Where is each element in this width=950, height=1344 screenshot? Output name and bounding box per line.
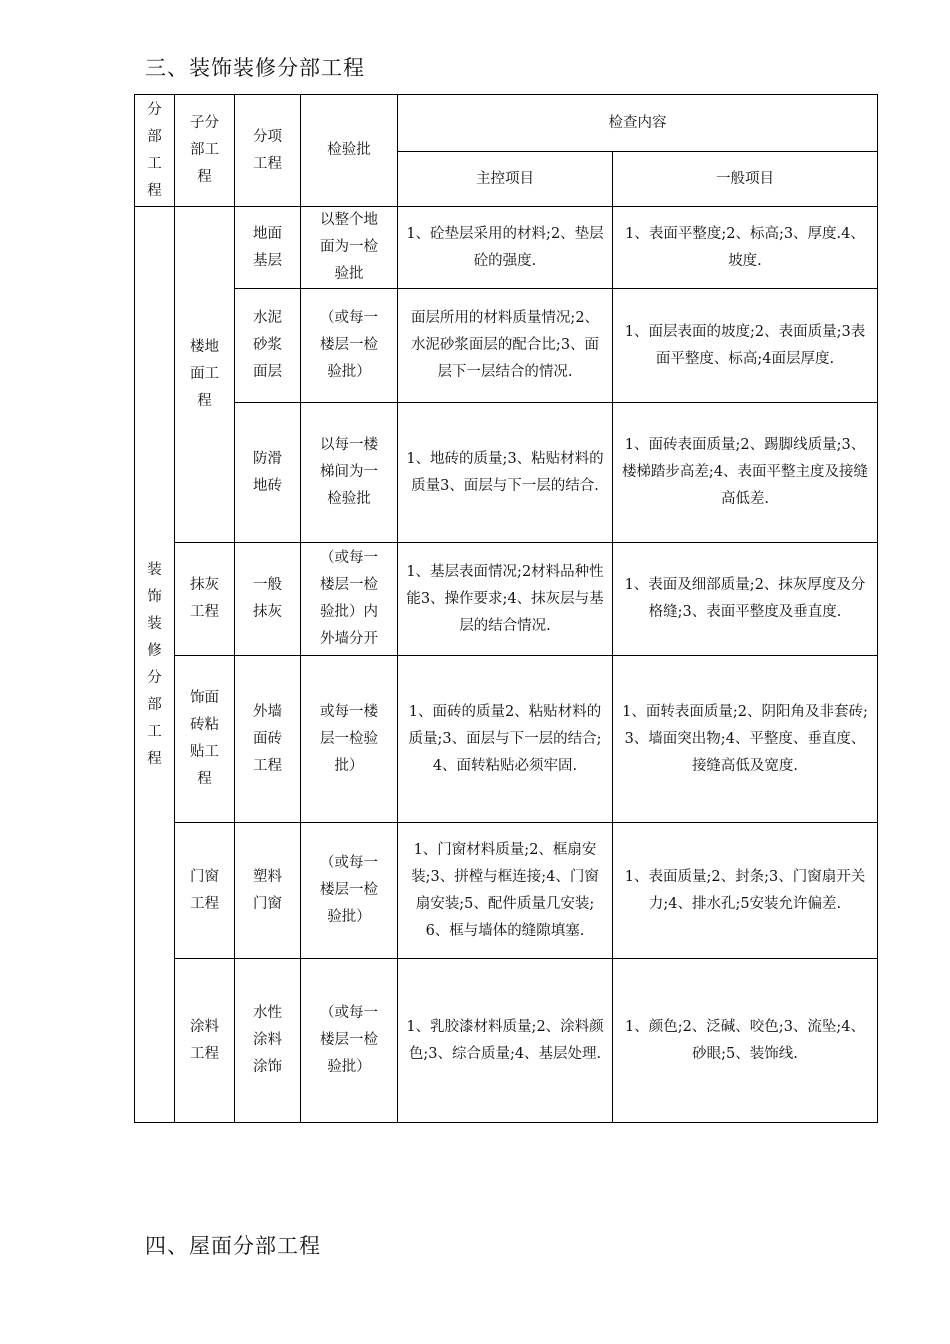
general-cell: 1、面层表面的坡度;2、表面质量;3表面平整度、标高;4面层厚度. [613, 289, 878, 403]
main-cell: 1、面砖的质量2、粘贴材料的质量;3、面层与下一层的结合;4、面转粘贴必须牢固. [398, 656, 613, 823]
item-cell: 水性涂料涂饰 [235, 959, 301, 1123]
header-batch: 检验批 [301, 95, 398, 207]
batch-cell: 以每一楼梯间为一检验批 [301, 403, 398, 543]
main-cell: 1、砼垫层采用的材料;2、垫层砼的强度. [398, 207, 613, 289]
inspection-table [134, 94, 878, 1123]
table-row [135, 403, 878, 543]
table-row [135, 959, 878, 1123]
section-title-decoration: 三、装饰装修分部工程 [145, 56, 365, 80]
table-row [135, 823, 878, 959]
header-division: 分部工程 [135, 95, 175, 207]
batch-cell: 或每一楼层一检验批） [301, 656, 398, 823]
subdivision-floor: 楼地面工程 [175, 207, 235, 543]
item-cell: 塑料门窗 [235, 823, 301, 959]
item-cell: 水泥砂浆面层 [235, 289, 301, 403]
subdivision-tile: 饰面砖粘贴工程 [175, 656, 235, 823]
general-cell: 1、表面质量;2、封条;3、门窗扇开关力;4、排水孔;5安装允许偏差. [613, 823, 878, 959]
subdivision-window: 门窗工程 [175, 823, 235, 959]
item-cell: 一般抹灰 [235, 543, 301, 656]
batch-cell: （或每一楼层一检验批）内外墙分开 [301, 543, 398, 656]
header-item: 分项工程 [235, 95, 301, 207]
subdivision-paint: 涂料工程 [175, 959, 235, 1123]
item-cell: 地面基层 [235, 207, 301, 289]
header-subdivision: 子分部工程 [175, 95, 235, 207]
header-inspection: 检查内容 [398, 95, 878, 152]
header-main-control: 主控项目 [398, 152, 613, 207]
general-cell: 1、表面及细部质量;2、抹灰厚度及分格缝;3、表面平整度及垂直度. [613, 543, 878, 656]
table-row [135, 289, 878, 403]
subdivision-plaster: 抹灰工程 [175, 543, 235, 656]
batch-cell: （或每一楼层一检验批） [301, 823, 398, 959]
item-cell: 防滑地砖 [235, 403, 301, 543]
general-cell: 1、颜色;2、泛碱、咬色;3、流坠;4、砂眼;5、装饰线. [613, 959, 878, 1123]
general-cell: 1、表面平整度;2、标高;3、厚度.4、坡度. [613, 207, 878, 289]
batch-cell: （或每一楼层一检验批） [301, 289, 398, 403]
section-title-roof: 四、屋面分部工程 [145, 1234, 321, 1258]
main-cell: 1、门窗材料质量;2、框扇安装;3、拼樘与框连接;4、门窗扇安装;5、配件质量几安装;6、框与墙体的缝隙填塞. [398, 823, 613, 959]
table-row [135, 543, 878, 656]
main-cell: 1、地砖的质量;3、粘贴材料的质量3、面层与下一层的结合. [398, 403, 613, 543]
header-general: 一般项目 [613, 152, 878, 207]
main-cell: 1、基层表面情况;2材料品种性能3、操作要求;4、抹灰层与基层的结合情况. [398, 543, 613, 656]
general-cell: 1、面转表面质量;2、阴阳角及非套砖;3、墙面突出物;4、平整度、垂直度、接缝高低及宽度. [613, 656, 878, 823]
batch-cell: 以整个地面为一检验批 [301, 207, 398, 289]
table-row [135, 656, 878, 823]
batch-cell: （或每一楼层一检验批） [301, 959, 398, 1123]
general-cell: 1、面砖表面质量;2、踢脚线质量;3、楼梯踏步高差;4、表面平整主度及接缝高低差. [613, 403, 878, 543]
table-row [135, 207, 878, 289]
main-cell: 1、乳胶漆材料质量;2、涂料颜色;3、综合质量;4、基层处理. [398, 959, 613, 1123]
main-cell: 面层所用的材料质量情况;2、水泥砂浆面层的配合比;3、面层下一层结合的情况. [398, 289, 613, 403]
item-cell: 外墙面砖工程 [235, 656, 301, 823]
division-name: 装饰装修分部工程 [135, 207, 175, 1123]
